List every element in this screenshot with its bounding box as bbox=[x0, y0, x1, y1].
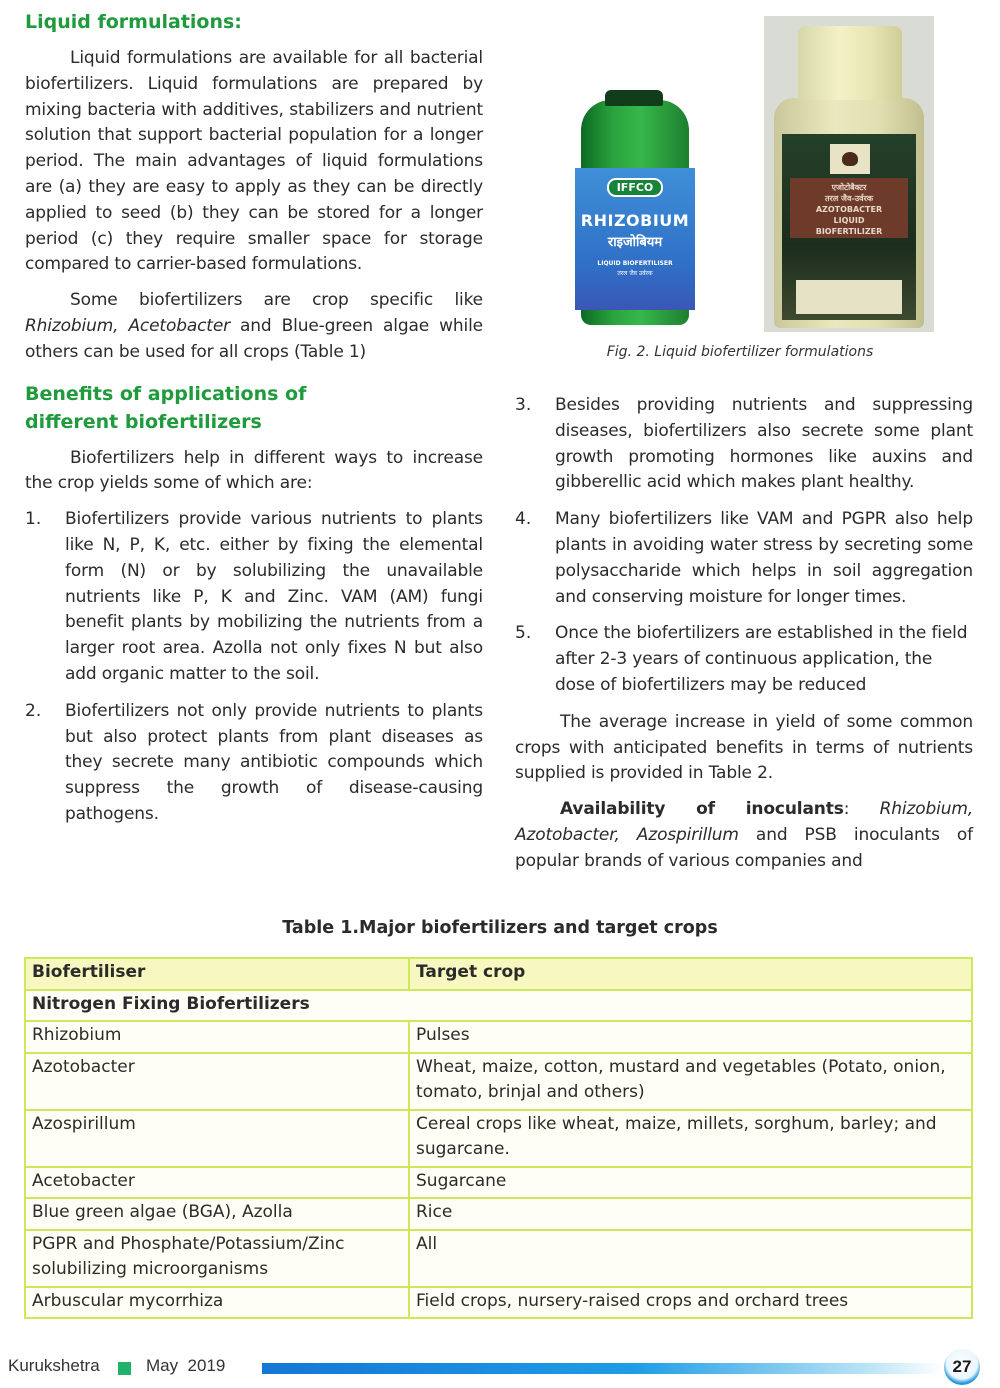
list-text: Biofertilizers provide various nutrients to plants like N, P, K, etc. either by fixing the elemental form (N) or by solubilizing the unavailable nutrients like P, K and Zinc. VAM (AM) fungi benefit plants by mobilizing the nutrients from a larger root area. Azolla not only fixes N but also add organic matter to the soil. bbox=[65, 509, 483, 684]
list-number: 4. bbox=[515, 509, 532, 530]
label-hindi-1: एजोटोबैक्टर bbox=[831, 183, 867, 192]
header-target-crop: Target crop bbox=[409, 958, 972, 990]
text-span: and Blue-green algae while others can be used for all crops (Table 1) bbox=[25, 315, 483, 362]
list-text: Biofertilizers not only provide nutrients to plants but also protect plants from plant diseases as they secrete many antibiotic compounds which suppress the growth of disease-causing pathogens. bbox=[65, 700, 483, 824]
text-span: Some biofertilizers are crop specific like bbox=[70, 290, 483, 311]
list-text: Many biofertilizers like VAM and PGPR also help plants in avoiding water stress by secreting some polysaccharide which helps in soil aggregation and conserving moisture for longer times. bbox=[555, 509, 973, 607]
cell-target-crop: Rice bbox=[409, 1198, 972, 1230]
cell-biofertiliser: Arbuscular mycorrhiza bbox=[25, 1287, 409, 1319]
cell-biofertiliser: Blue green algae (BGA), Azolla bbox=[25, 1198, 409, 1230]
label-line-2: LIQUID bbox=[833, 216, 865, 225]
list-item bbox=[515, 507, 973, 610]
cell-target-crop: Cereal crops like wheat, maize, millets, sorghum, barley; and sugarcane. bbox=[409, 1110, 972, 1167]
rhizobium-bottle-image bbox=[575, 80, 695, 330]
list-text: Besides providing nutrients and suppressing diseases, biofertilizers also secrete some plant growth promoting hormones like auxins and gibberellic acid which makes plant healthy. bbox=[555, 395, 973, 493]
cell-target-crop: Wheat, maize, cotton, mustard and vegetables (Potato, onion, tomato, brinjal and others) bbox=[409, 1053, 972, 1110]
section-label: Nitrogen Fixing Biofertilizers bbox=[25, 990, 972, 1022]
decorative-blue-bar bbox=[262, 1363, 942, 1374]
label-title bbox=[790, 178, 908, 238]
label-line: LIQUID BIOFERTILISER bbox=[597, 260, 673, 267]
header-biofertiliser: Biofertiliser bbox=[25, 958, 409, 990]
table-header-row bbox=[25, 958, 972, 990]
heading-liquid-formulations: Liquid formulations: bbox=[25, 11, 242, 33]
cell-biofertiliser: Rhizobium bbox=[25, 1021, 409, 1053]
italic-species: Rhizobium, Acetobacter bbox=[25, 315, 230, 336]
list-item bbox=[25, 507, 483, 688]
label-hindi-2: तरल जैव-उर्वरक bbox=[825, 194, 873, 203]
table-row bbox=[25, 1053, 972, 1110]
table-caption: Table 1.Major biofertilizers and target crops bbox=[282, 918, 718, 938]
text-span: : bbox=[843, 799, 880, 820]
text-span: and PSB inoculants of popular brands of various companies and bbox=[515, 824, 973, 871]
bold-term: Availability of inoculants bbox=[560, 799, 844, 820]
list-text: Once the biofertilizers are established in the field after 2-3 years of continuous application, the dose of biofertilizers may be reduced bbox=[555, 623, 968, 695]
table-row bbox=[25, 1110, 972, 1167]
table-row bbox=[25, 1021, 972, 1053]
bottle-label bbox=[782, 134, 916, 320]
label-line-1: AZOTOBACTER bbox=[815, 205, 883, 214]
label-address-box bbox=[796, 280, 902, 314]
azotobacter-bottle-image bbox=[764, 16, 934, 332]
para-yield: The average increase in yield of some common crops with anticipated benefits in terms of nutrients supplied is provided in Table 2. bbox=[515, 711, 973, 784]
heading-benefits: Benefits of applications of different biofertilizers bbox=[25, 382, 307, 433]
cell-target-crop: Sugarcane bbox=[409, 1167, 972, 1199]
para-liquid-formulations: Liquid formulations are available for all bacterial biofertilizers. Liquid formulations are prepared by mixing bacteria with additives, stabilizers and nutrient solution that support bacterial population for a longer period. The main advantages of liquid formulations are (a) they are easy to apply as they can be directly applied to seed (b) they can be stored for a longer period (c) they require smaller space for storage compared to carrier-based formulations. bbox=[25, 48, 483, 275]
iffco-logo: IFFCO bbox=[607, 178, 664, 197]
list-number: 5. bbox=[515, 623, 532, 644]
bottle-cap bbox=[798, 26, 902, 100]
right-column bbox=[515, 393, 973, 875]
cell-biofertiliser: Azospirillum bbox=[25, 1110, 409, 1167]
cell-biofertiliser: PGPR and Phosphate/Potassium/Zinc solubilizing microorganisms bbox=[25, 1230, 409, 1287]
table-row bbox=[25, 1198, 972, 1230]
product-name: RHIZOBIUM bbox=[580, 211, 690, 230]
italic-species: Rhizobium, Azotobacter, Azospirillum bbox=[515, 799, 973, 845]
list-item bbox=[25, 699, 483, 828]
figure-caption: Fig. 2. Liquid biofertilizer formulations bbox=[606, 344, 874, 360]
bottle-cap bbox=[605, 90, 663, 106]
issue-date: May 2019 bbox=[146, 1356, 226, 1375]
figure-liquid-biofertilizers bbox=[515, 12, 965, 360]
label-line-hindi: तरल जैव उर्वरक bbox=[617, 270, 653, 277]
list-item bbox=[515, 621, 973, 698]
list-number: 3. bbox=[515, 395, 532, 415]
para-benefits-intro: Biofertilizers help in different ways to increase the crop yields some of which are: bbox=[25, 447, 483, 494]
para-availability bbox=[515, 797, 973, 874]
table-row bbox=[25, 1287, 972, 1319]
bottle-label bbox=[575, 168, 695, 310]
green-square-icon bbox=[118, 1362, 131, 1375]
benefits-list-left bbox=[25, 507, 483, 828]
page-footer bbox=[0, 1352, 1000, 1386]
cell-target-crop: All bbox=[409, 1230, 972, 1287]
cell-target-crop: Field crops, nursery-raised crops and orchard trees bbox=[409, 1287, 972, 1319]
cell-biofertiliser: Azotobacter bbox=[25, 1053, 409, 1110]
biofertilizer-table bbox=[24, 957, 973, 1319]
list-item bbox=[515, 393, 973, 496]
table-row bbox=[25, 1230, 972, 1287]
page-number-badge: 27 bbox=[944, 1349, 980, 1385]
cell-biofertiliser: Acetobacter bbox=[25, 1167, 409, 1199]
label-line-3: BIOFERTILIZER bbox=[815, 227, 883, 236]
cell-target-crop: Pulses bbox=[409, 1021, 972, 1053]
table-row bbox=[25, 1167, 972, 1199]
para-crop-specific bbox=[25, 288, 483, 365]
left-column bbox=[25, 8, 483, 828]
product-name-hindi: राइजोबियम bbox=[607, 235, 663, 250]
brand-logo-icon bbox=[830, 144, 870, 174]
magazine-name: Kurukshetra bbox=[8, 1356, 100, 1375]
list-number: 1. bbox=[25, 509, 42, 530]
table-section-row bbox=[25, 990, 972, 1022]
list-number: 2. bbox=[25, 700, 42, 721]
